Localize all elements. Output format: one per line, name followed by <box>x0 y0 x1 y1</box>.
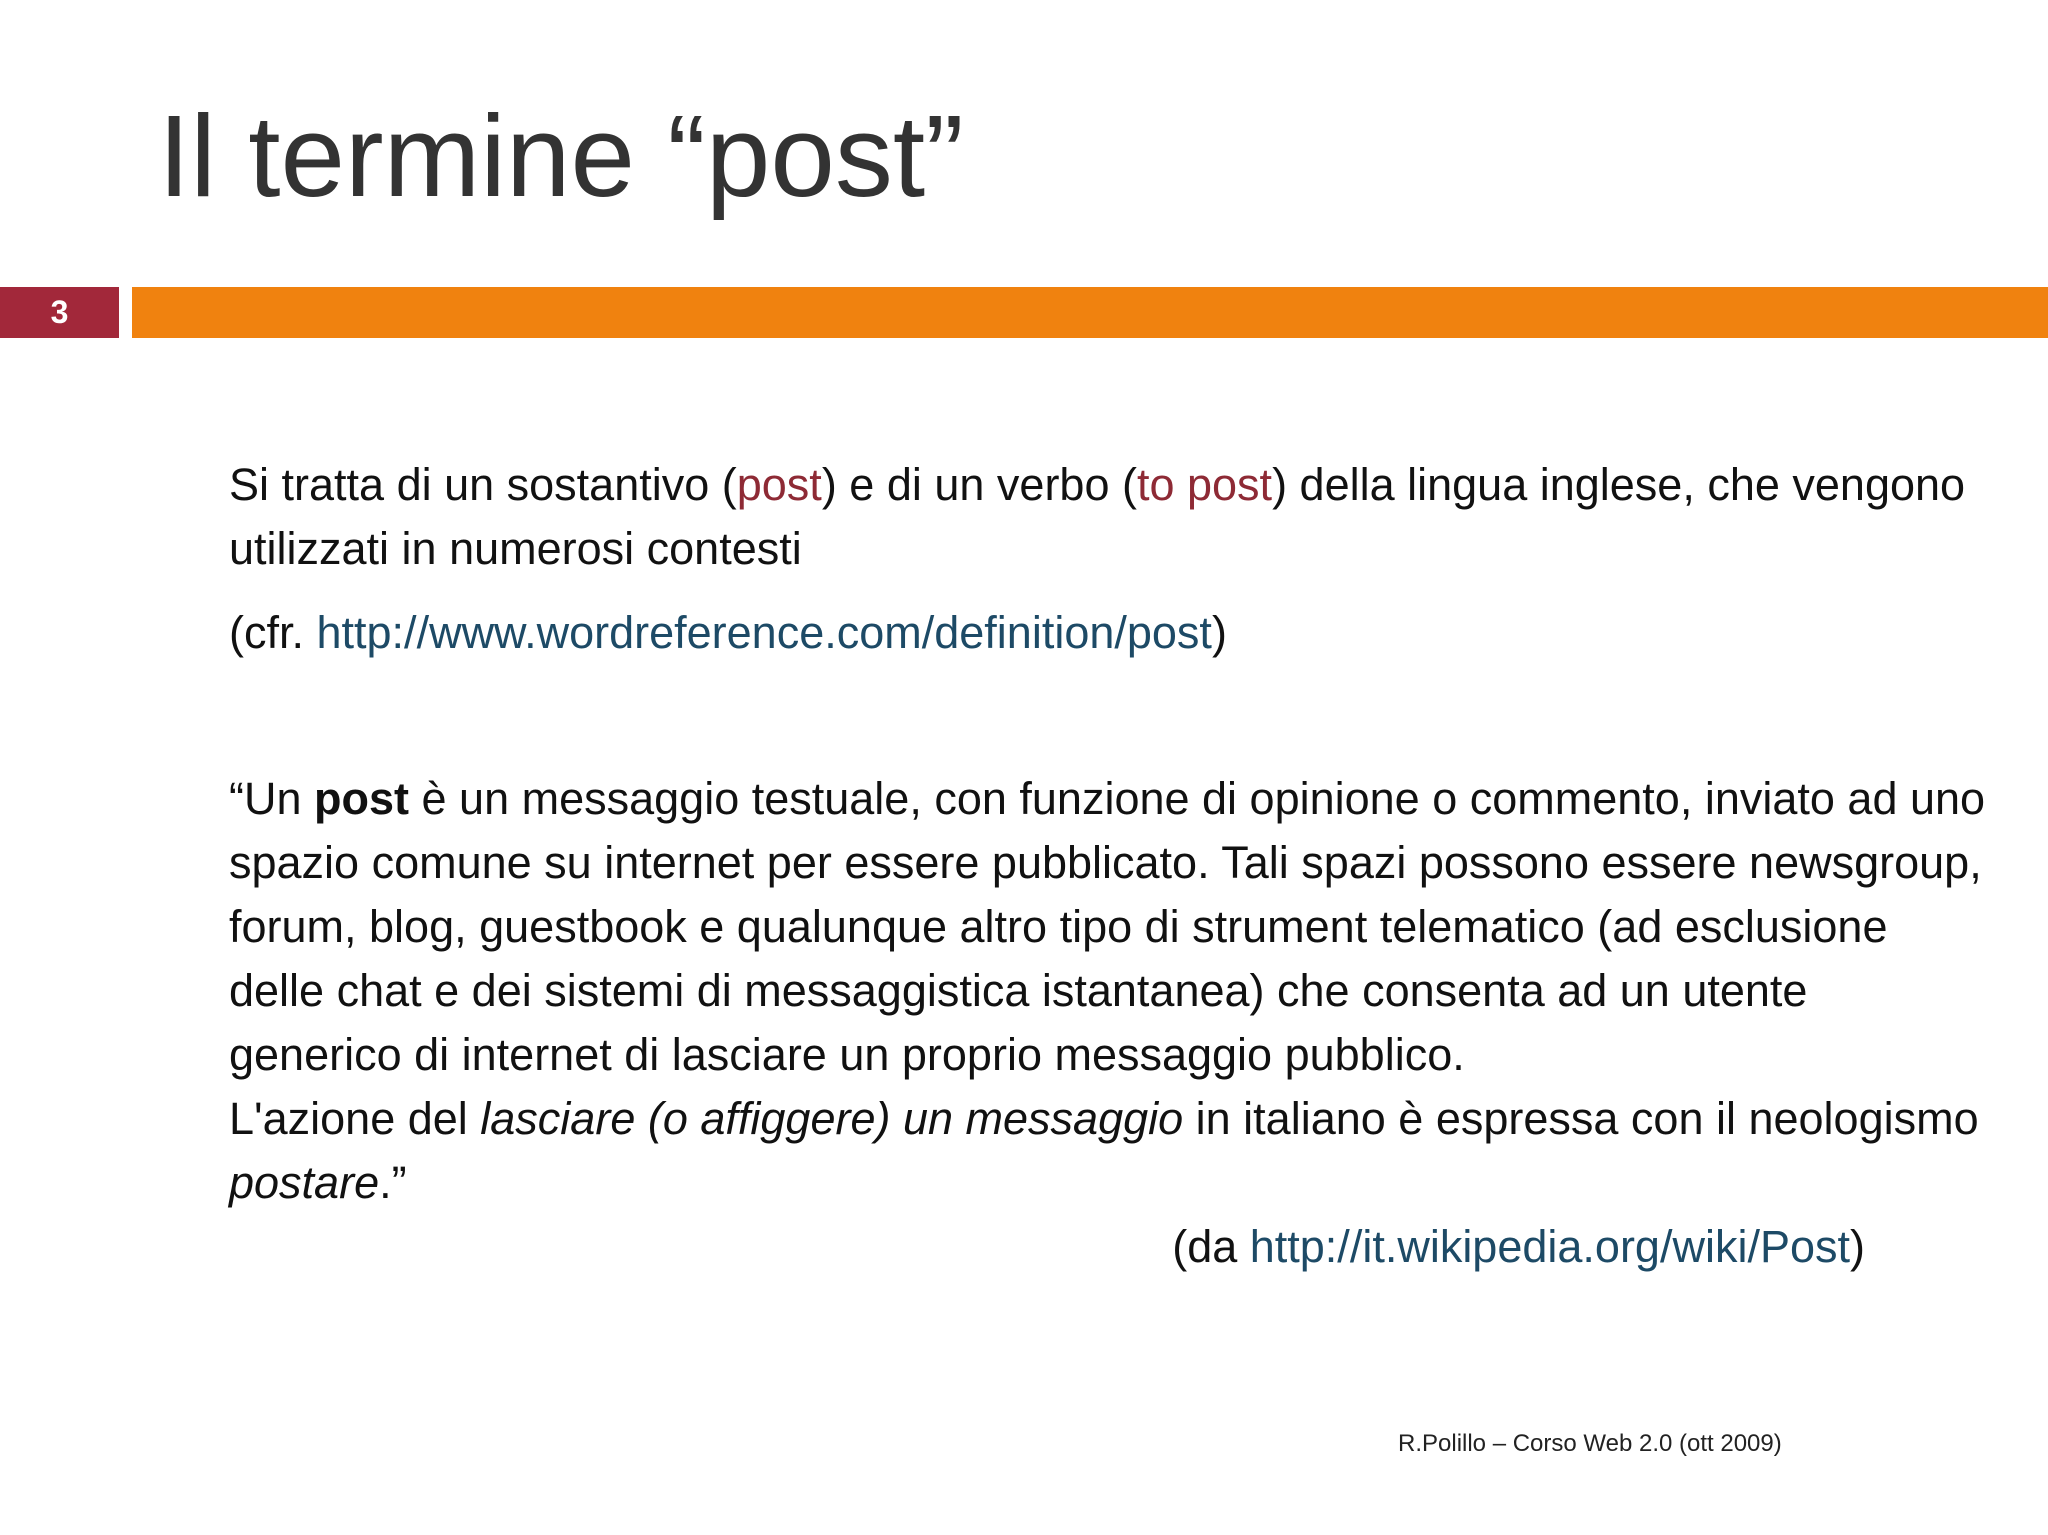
intro-text-3: ) della lingua inglese, che vengono utilizzati in numerosi contesti <box>229 459 1966 574</box>
quote-text-3: L'azione del <box>229 1093 481 1144</box>
slide-title: Il termine “post” <box>158 91 964 221</box>
quote-paragraph <box>229 767 1989 1215</box>
cfr-paragraph <box>229 601 1989 665</box>
intro-highlight-to-post: to post <box>1136 459 1273 510</box>
quote-text-4: in italiano è espressa con il neologismo <box>1183 1093 1979 1144</box>
quote-italic-2: postare <box>229 1157 380 1208</box>
quote-text-5: .” <box>379 1157 407 1208</box>
quote-italic-1: lasciare (o affiggere) un messaggio <box>480 1093 1184 1144</box>
quote-text-1: “Un <box>229 773 315 824</box>
source-citation <box>229 1215 1989 1279</box>
cfr-prefix: (cfr. <box>229 607 317 658</box>
slide-body <box>229 453 1989 1279</box>
intro-text-1: Si tratta di un sostantivo ( <box>229 459 737 510</box>
cfr-suffix: ) <box>1211 607 1227 658</box>
title-accent-bar <box>132 287 2048 338</box>
slide-number-badge: 3 <box>0 287 119 338</box>
source-suffix: ) <box>1850 1221 1865 1272</box>
quote-text-2: è un messaggio testuale, con funzione di opinione o commento, inviato ad uno spazio comune su internet per essere pubblicato. Tali spazi possono essere newsgroup, forum, blog, guestbook e qualunque altro tipo di strument telematico (ad esclusione delle chat e dei sistemi di messaggistica istantanea) che consenta ad un utente generico di internet di lasciare un proprio messaggio pubblico. <box>229 773 1986 1080</box>
intro-text-2: ) e di un verbo ( <box>821 459 1137 510</box>
wikipedia-link[interactable]: http://it.wikipedia.org/wiki/Post <box>1249 1221 1850 1272</box>
source-prefix: (da <box>1172 1221 1250 1272</box>
intro-highlight-post: post <box>736 459 822 510</box>
slide-footer: R.Polillo – Corso Web 2.0 (ott 2009) <box>1398 1430 1782 1457</box>
wordreference-link[interactable]: http://www.wordreference.com/definition/post <box>316 607 1212 658</box>
intro-paragraph <box>229 453 1989 581</box>
quote-bold-post: post <box>314 773 410 824</box>
